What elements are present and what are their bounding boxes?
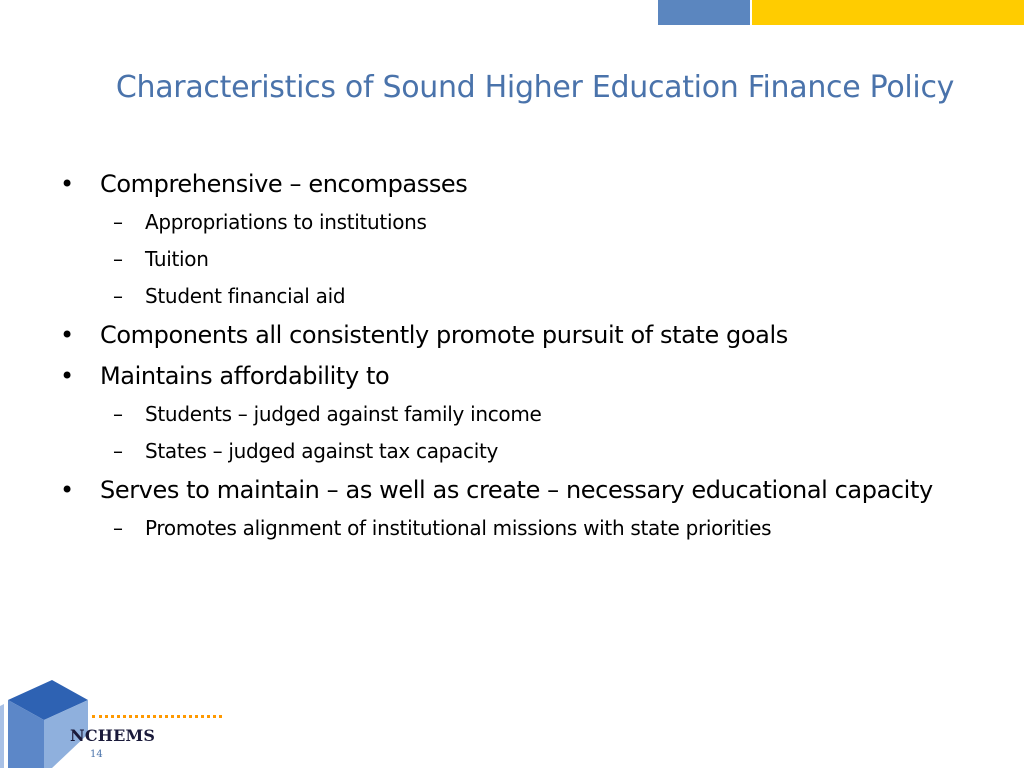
sub-bullet-text: States – judged against tax capacity (145, 439, 499, 463)
dash-icon: – (113, 439, 123, 463)
dash-icon: – (113, 247, 123, 271)
sub-bullet-item (60, 514, 960, 542)
bullet-text: Components all consistently promote pursuit of state goals (100, 321, 788, 349)
bullet-item (60, 360, 960, 393)
bullet-text: Serves to maintain – as well as create – necessary educational capacity (100, 476, 933, 504)
dash-icon: – (113, 402, 123, 426)
bullet-list (60, 168, 960, 551)
bullet-text: Comprehensive – encompasses (100, 170, 468, 198)
page-number: 14 (90, 749, 103, 760)
bullet-icon: • (60, 170, 74, 198)
dash-icon: – (113, 210, 123, 234)
bullet-icon: • (60, 476, 74, 504)
sub-bullet-text: Appropriations to institutions (145, 210, 427, 234)
top-accent-bar-yellow (752, 0, 1024, 25)
bullet-item (60, 474, 960, 507)
sub-bullet-text: Promotes alignment of institutional missions with state priorities (145, 516, 772, 540)
sub-bullet-item (60, 400, 960, 428)
cube-logo-icon (0, 678, 95, 768)
sub-bullet-item (60, 245, 960, 273)
bullet-item (60, 319, 960, 352)
sub-bullet-item (60, 208, 960, 236)
sub-bullet-text: Students – judged against family income (145, 402, 542, 426)
sub-bullet-list (60, 514, 960, 542)
sub-bullet-text: Student financial aid (145, 284, 346, 308)
dotted-divider (92, 715, 222, 718)
dash-icon: – (113, 516, 123, 540)
slide-title: Characteristics of Sound Higher Education Finance Policy (115, 70, 955, 105)
dash-icon: – (113, 284, 123, 308)
sub-bullet-list (60, 208, 960, 310)
bullet-item (60, 168, 960, 201)
logo-wordmark: NCHEMS (70, 726, 156, 745)
top-accent-bar-blue (658, 0, 750, 25)
bullet-icon: • (60, 321, 74, 349)
sub-bullet-item (60, 437, 960, 465)
bullet-icon: • (60, 362, 74, 390)
sub-bullet-list (60, 400, 960, 465)
sub-bullet-text: Tuition (145, 247, 209, 271)
nchems-logo (0, 678, 230, 768)
sub-bullet-item (60, 282, 960, 310)
bullet-text: Maintains affordability to (100, 362, 390, 390)
